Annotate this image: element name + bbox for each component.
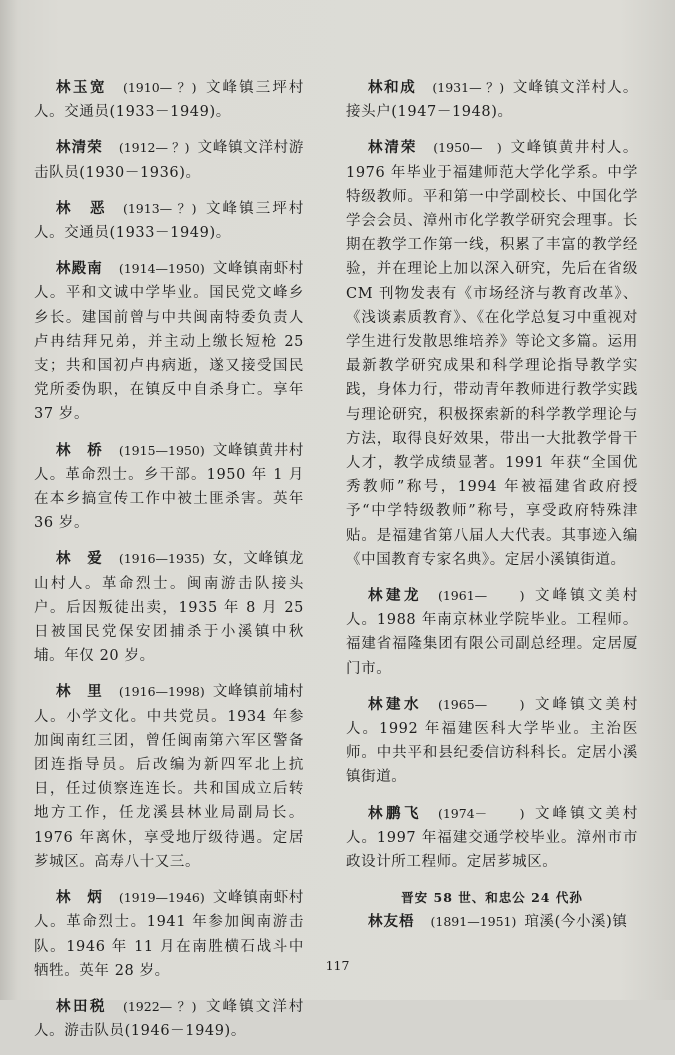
biography-entry	[34, 197, 304, 245]
person-name: 林清荣	[56, 139, 103, 157]
person-name: 林鹏飞	[368, 804, 422, 822]
biography-entry	[346, 802, 638, 875]
biography-text: 文峰镇前埔村人。小学文化。中共党员。1934 年参加闽南红三团，曾任闽南第六军区警备团连指导员。后改编为新四军北上抗日，任过侦察连连长。共和国成立后转地方工作，任龙溪县林业局副局长。1976 年离休，享受地厅级待遇。定居芗城区。高寿八十又三。	[34, 684, 305, 870]
life-years: (1950— )	[433, 140, 502, 156]
generation-heading: 晋安 58 世、和忠公 24 代孙	[401, 890, 583, 906]
biography-text: 文峰镇文洋村人。接头户(1947－1948)。	[346, 80, 638, 121]
biography-text: 文峰镇南虾村人。革命烈士。1941 年参加闽南游击队。1946 年 11 月在南胜横石战斗中牺牲。英年 28 岁。	[34, 890, 305, 979]
life-years: (1912— ？)	[118, 140, 190, 156]
life-years: (1965— )	[437, 696, 525, 712]
life-years: (1914—1950)	[118, 261, 205, 277]
person-name: 林玉宽	[56, 79, 107, 96]
biography-entry	[34, 257, 304, 426]
biography-text: 文峰镇南虾村人。平和文诚中学毕业。国民党文峰乡乡长。建国前曾与中共闽南特委负责人卢冉结拜兄弟，并主动上缴长短枪 25 支；共和国初卢冉病逝，遂又接受国民党所委伪职，在镇反中自杀身亡。享年 37 岁。	[34, 261, 305, 423]
person-name: 林建龙	[368, 587, 422, 605]
biography-text: 文峰镇文美村人。1988 年南京林业学院毕业。工程师。福建省福隆集团有限公司副总经理。定居厦门市。	[346, 588, 638, 677]
person-name: 林 恶	[56, 199, 107, 217]
life-years: (1961— )	[437, 588, 525, 604]
person-name: 林 炳	[56, 889, 103, 907]
biography-entry	[34, 136, 304, 184]
biography-text: 女，文峰镇龙山村人。革命烈士。闽南游击队接头户。后因叛徒出卖，1935 年 8 月 25 日被国民党保安团捕杀于小溪镇中秋埔。年仅 20 岁。	[34, 551, 305, 665]
biography-entry	[34, 547, 304, 668]
person-name: 林建水	[368, 695, 422, 713]
biography-entry	[346, 910, 638, 934]
biography-entry	[346, 584, 638, 681]
person-name: 林 爱	[56, 550, 103, 568]
person-name: 林 桥	[56, 441, 103, 459]
person-name: 林友梧	[368, 913, 415, 931]
biography-text: 文峰镇黄井村人。革命烈士。乡干部。1950 年 1 月在本乡搞宣传工作中被土匪杀害。英年 36 岁。	[34, 442, 305, 532]
life-years: (1916—1935)	[118, 551, 205, 567]
biography-text: 文峰镇文美村人。1992 年福建医科大学毕业。主治医师。中共平和县纪委信访科科长。定居小溪镇街道。	[346, 696, 638, 786]
life-years: (1891—1951)	[430, 914, 517, 930]
person-name: 林 里	[56, 683, 103, 701]
page-number: 117	[325, 958, 350, 973]
biography-text: 文峰镇三坪村人。交通员(1933－1949)。	[34, 80, 304, 121]
biography-entry	[346, 693, 638, 790]
life-years: (1915—1950)	[118, 442, 205, 458]
biography-entry	[34, 680, 304, 874]
life-years: (1913— ？)	[122, 200, 197, 216]
biography-text: 文峰镇文洋村人。游击队员(1946－1949)。	[34, 998, 304, 1040]
biography-text: 文峰镇文美村人。1997 年福建交通学校毕业。漳州市市政设计所工程师。定居芗城区。	[346, 805, 638, 871]
life-years: (1922— ？)	[122, 998, 197, 1014]
life-years: (1974－ )	[437, 805, 525, 821]
biography-text: 文峰镇文洋村游击队员(1930－1936)。	[34, 140, 304, 181]
right-column	[346, 76, 638, 947]
person-name: 林田税	[56, 997, 107, 1015]
biography-entry	[34, 439, 304, 536]
biography-text: 文峰镇三坪村人。交通员(1933－1949)。	[34, 200, 304, 242]
person-name: 林清荣	[368, 139, 418, 157]
left-column	[34, 76, 304, 1055]
person-name: 林殿南	[56, 260, 103, 278]
biography-entry	[346, 136, 638, 572]
life-years: (1910— ？)	[122, 80, 197, 95]
life-years: (1919—1946)	[118, 890, 205, 906]
life-years: (1931— ？)	[432, 80, 505, 95]
life-years: (1916—1998)	[118, 684, 205, 700]
biography-text: 琯溪(今小溪)镇	[524, 914, 628, 931]
biography-entry	[346, 76, 638, 124]
person-name: 林和成	[368, 79, 417, 96]
biography-entry	[34, 76, 304, 124]
biography-text: 文峰镇黄井村人。1976 年毕业于福建师范大学化学系。中学特级教师。平和第一中学副校长、中国化学学会会员、漳州市化学教学研究会理事。长期在教学工作第一线，积累了丰富的教学经验，并在理论上加以深入研究，先后在省级 CM 刊物发表有《市场经济与教育改革》、《浅谈素质教育》、《在化学总复习中重视对学生进行发散思维培养》等论文多篇。运用最新教学研究成果和科学理论指导教学实践，身体力行，带动青年教师进行教学实践与理论研究，积极探索新的科学教学理论与方法，取得良好效果，带出一大批教学骨干人才，教学成绩显著。1991 年获“全国优秀教师”称号，1994 年被福建省政府授予“中学特级教师”称号，享受政府特殊津贴。是福建省第八届人大代表。其事迹入编《中国教育专家名典》。定居小溪镇街道。	[346, 140, 638, 568]
biography-entry	[34, 995, 304, 1043]
